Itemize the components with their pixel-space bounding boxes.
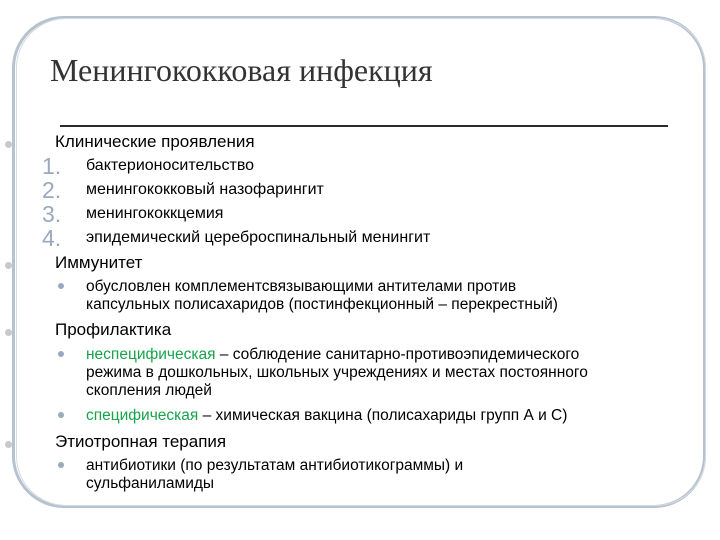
- list-number: 4.: [42, 225, 62, 251]
- bullet-text: [86, 407, 567, 425]
- bullet-text: обусловлен комплементсвязывающими антителами против: [86, 278, 517, 295]
- bullet-text-rest: – соблюдение санитарно-противоэпидемического: [215, 346, 580, 363]
- bullet-text-cont: режима в дошкольных, школьных учреждениях и местах постоянного: [86, 364, 588, 381]
- list-item: бактерионосительство: [86, 157, 255, 174]
- list-item: менингококковый назофарингит: [86, 181, 324, 198]
- slide-title: Менингококковая инфекция: [50, 52, 433, 88]
- bullet-text: антибиотики (по результатам антибиотикограммы) и: [86, 457, 464, 474]
- side-bullet: [5, 441, 12, 448]
- title-divider: [60, 125, 668, 127]
- bullet-text-cont: сульфаниламиды: [86, 475, 215, 492]
- highlight-term: неспецифическая: [86, 346, 216, 363]
- bullet-dot: [58, 283, 64, 289]
- bullet-dot: [58, 462, 64, 468]
- section-heading-clinical: Клинические проявления: [55, 132, 255, 151]
- section-heading-prophylaxis: Профилактика: [55, 320, 172, 339]
- bullet-text: [86, 346, 579, 364]
- side-bullet: [5, 141, 12, 148]
- side-bullet: [5, 329, 12, 336]
- section-heading-therapy: Этиотропная терапия: [55, 432, 227, 451]
- list-number: 3.: [42, 201, 62, 227]
- list-item: эпидемический цереброспинальный менингит: [86, 229, 431, 246]
- bullet-text-cont: скопления людей: [86, 382, 212, 399]
- section-heading-immunity: Иммунитет: [55, 253, 143, 272]
- list-number: 1.: [42, 153, 62, 179]
- list-item: менингококкцемия: [86, 205, 224, 222]
- bullet-text-rest: – химическая вакцина (полисахариды групп А и С): [198, 407, 568, 424]
- side-bullet: [5, 262, 12, 269]
- list-number: 2.: [42, 177, 62, 203]
- highlight-term: специфическая: [86, 407, 199, 424]
- bullet-dot: [58, 412, 64, 418]
- bullet-dot: [58, 351, 64, 357]
- bullet-text-cont: капсульных полисахаридов (постинфекционный – перекрестный): [86, 296, 558, 313]
